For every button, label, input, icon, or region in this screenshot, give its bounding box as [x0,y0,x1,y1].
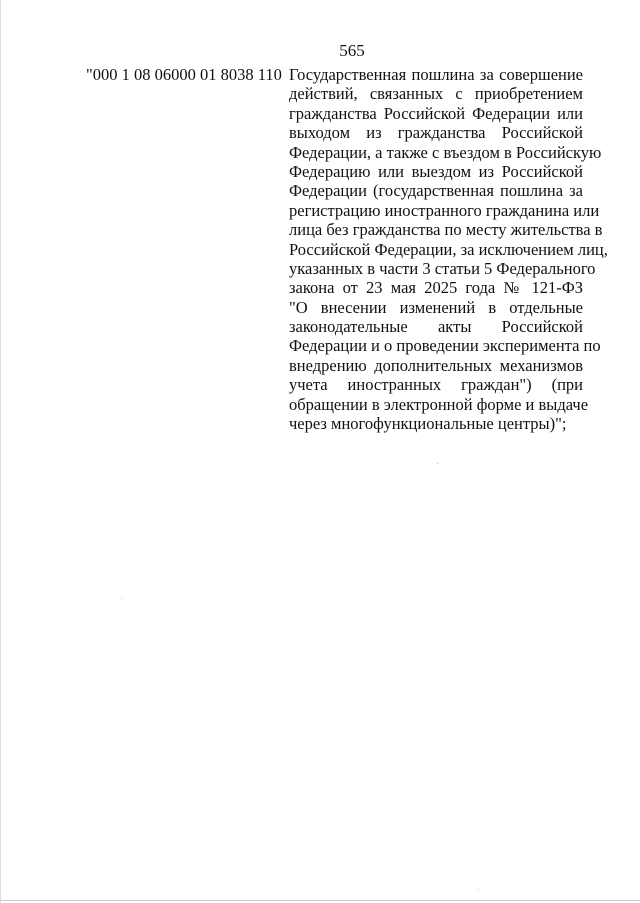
description-line: Федерации и о проведении эксперимента по [289,336,601,356]
page-number: 565 [339,41,365,60]
description-line: выходом из гражданства Российской [289,123,583,143]
description-line: Государственная пошлина за совершение [289,65,583,84]
description-line: Федерацию или выездом из Российской [289,161,583,181]
page-bottom-edge [0,900,640,901]
description-line: указанных в части 3 статьи 5 Федерального [289,258,596,278]
scan-speck [437,463,438,464]
description-line: законодательные акты Российской [289,317,583,337]
description-line: лица без гражданства по месту жительства в [289,220,603,240]
description-line: действий, связанных с приобретением [289,84,583,104]
description-line: через многофункциональные центры)"; [289,414,567,434]
description-line: "О внесении изменений в отдельные [289,297,583,317]
fee-description [289,65,608,434]
scan-speck [121,598,122,599]
description-line: гражданства Российской Федерации или [289,103,583,123]
scan-speck [478,889,479,890]
budget-classification-code: "000 1 08 06000 01 8038 110 [86,65,282,84]
description-line: Федерации, а также с въездом в Российскую [289,142,602,162]
description-line: закона от 23 мая 2025 года № 121-ФЗ [289,278,583,298]
description-line: Российской Федерации, за исключением лиц, [289,239,608,259]
description-line: регистрацию иностранного гражданина или [289,200,600,220]
description-line: Федерации (государственная пошлина за [289,181,583,201]
description-line: внедрению дополнительных механизмов [289,355,583,375]
description-line: обращении в электронной форме и выдаче [289,394,589,414]
description-line: учета иностранных граждан") (при [289,375,583,395]
page-left-edge [0,0,1,903]
